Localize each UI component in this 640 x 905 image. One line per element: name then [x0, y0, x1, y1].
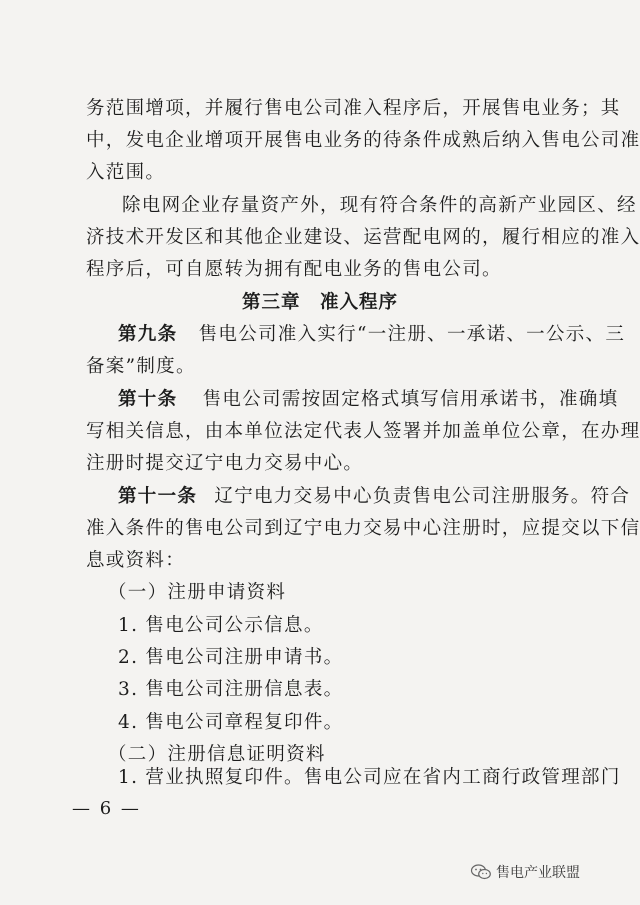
- list-item: 1. 售电公司公示信息。: [118, 615, 324, 636]
- paragraph-line: 务范围增项，并履行售电公司准入程序后，开展售电业务；其: [86, 98, 621, 119]
- article-11-line-3: 息或资料：: [86, 550, 186, 571]
- article-10-text: 售电公司需按固定格式填写信用承诺书，准确填: [202, 389, 619, 410]
- wechat-icon: [470, 863, 492, 881]
- article-11-text: 辽宁电力交易中心负责售电公司注册服务。符合: [214, 486, 631, 507]
- section-heading-2: （二）注册信息证明资料: [108, 744, 326, 765]
- section-heading-1: （一）注册申请资料: [108, 582, 287, 603]
- article-10-line-3: 注册时提交辽宁电力交易中心。: [86, 453, 364, 474]
- article-11-label: 第十一条: [118, 486, 198, 507]
- watermark: [470, 862, 580, 882]
- list-item: 3. 售电公司注册信息表。: [118, 679, 344, 700]
- article-9-label: 第九条: [118, 324, 178, 345]
- article-10-line-1: [118, 388, 618, 412]
- list-item: 1. 营业执照复印件。售电公司应在省内工商行政管理部门: [118, 767, 621, 788]
- article-10-line-2: 写相关信息，由本单位法定代表人签署并加盖单位公章，在办理: [86, 421, 640, 442]
- article-11-line-1: [118, 485, 630, 509]
- article-9-text: 售电公司准入实行“一注册、一承诺、一公示、三: [198, 324, 626, 345]
- paragraph-line: 程序后，可自愿转为拥有配电业务的售电公司。: [86, 259, 502, 280]
- article-11-line-2: 准入条件的售电公司到辽宁电力交易中心注册时，应提交以下信: [86, 518, 640, 539]
- article-10-label: 第十条: [118, 389, 178, 410]
- paragraph-line: 济技术开发区和其他企业建设、运营配电网的，履行相应的准入: [86, 227, 640, 248]
- list-item: 4. 售电公司章程复印件。: [118, 712, 344, 733]
- page-number: — 6 —: [72, 798, 141, 819]
- chapter-title: 第三章 准入程序: [241, 292, 398, 313]
- article-9-line-1: [118, 323, 625, 347]
- article-9-line-2: 备案”制度。: [86, 356, 196, 377]
- paragraph-line: 中，发电企业增项开展售电业务的待条件成熟后纳入售电公司准: [86, 130, 640, 151]
- paragraph-line: 除电网企业存量资产外，现有符合条件的高新产业园区、经: [122, 195, 637, 216]
- paragraph-line: 入范围。: [86, 162, 166, 183]
- watermark-text: 售电产业联盟: [496, 865, 580, 881]
- list-item: 2. 售电公司注册申请书。: [118, 647, 344, 668]
